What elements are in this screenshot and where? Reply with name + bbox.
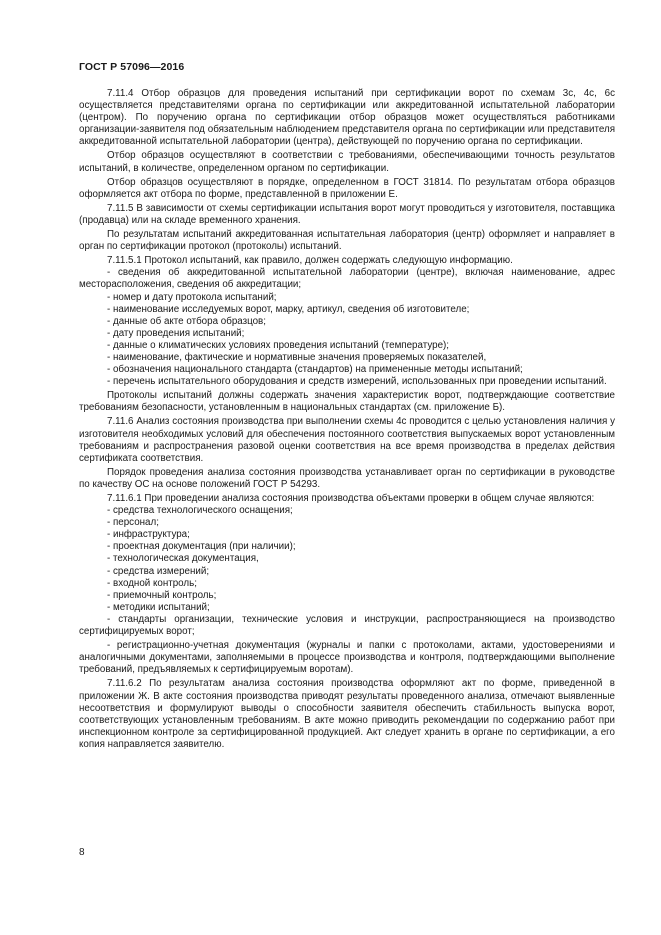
list-item: - проектная документация (при наличии); (107, 541, 296, 553)
page-number: 8 (79, 847, 85, 858)
paragraph: Протоколы испытаний должны содержать значения характеристик ворот, подтверждающие соответствие требованиям безопасности, установленным в национальных стандартах (см. приложение Б). (79, 390, 615, 414)
paragraph: По результатам испытаний аккредитованная испытательная лаборатория (центр) оформляет и направляет в орган по сертификации протокол (протоколы) испытаний. (79, 229, 615, 253)
list-item: - средства измерений; (107, 565, 210, 577)
list-item: - регистрационно-учетная документация (журналы и папки с протоколами, актами, удостоверениями и аналогичными документами, заполняемыми в процессе производства и контроля, подтверждающими выполнение требований, предъявляемых к сертифицируемым воротам). (79, 640, 615, 676)
paragraph-7-11-6-1: 7.11.6.1 При проведении анализа состояния производства объектами проверки в общем случае являются: (107, 493, 595, 504)
list-item: - технологическая документация, (107, 553, 259, 565)
list-item: - приемочный контроль; (107, 589, 217, 601)
list-item: - методики испытаний; (107, 601, 210, 613)
paragraph: Отбор образцов осуществляют в порядке, определенном в ГОСТ 31814. По результатам отбора образцов оформляется акт отбора по форме, представленной в приложении Е. (79, 176, 615, 200)
standard-header: ГОСТ Р 57096—2016 (79, 61, 185, 73)
paragraph-7-11-5-1: 7.11.5.1 Протокол испытаний, как правило, должен содержать следующую информацию. (107, 255, 513, 267)
list-item: - дату проведения испытаний; (107, 327, 245, 339)
document-body (79, 88, 615, 751)
list-item: - перечень испытательного оборудования и средств измерений, использованных при проведении испытаний. (107, 376, 607, 388)
list-item: - стандарты организации, технические условия и инструкции, распространяющиеся на производство сертифицируемых ворот; (79, 613, 615, 638)
paragraph: Отбор образцов осуществляют в соответствии с требованиями, обеспечивающими точность результатов испытаний, в количестве, определенном органом по сертификации. (79, 150, 615, 174)
paragraph-7-11-5: 7.11.5 В зависимости от схемы сертификации испытания ворот могут проводиться у изготовителя, поставщика (продавца) или на складе временного хранения. (79, 202, 615, 226)
paragraph-7-11-4: 7.11.4 Отбор образцов для проведения испытаний при сертификации ворот по схемам 3с, 4с, 6с осуществляется представителями органа по сертификации или аккредитованной испытательной лаборатории (центром). По поручению органа по сертификации отбор образцов может осуществляться работниками организации-заявителя под обязательным наблюдением представителя органа по сертификации или представителя аккредитованной испытательной лаборатории (центра), действующей по поручению органа по сертификации. (79, 88, 615, 148)
list-item: - персонал; (107, 517, 159, 529)
paragraph: Порядок проведения анализа состояния производства устанавливает орган по сертификации в руководстве по качеству ОС на основе положений ГОСТ Р 54293. (79, 466, 615, 490)
list-item: - инфраструктура; (107, 529, 190, 541)
list-item: - сведения об аккредитованной испытательной лаборатории (центре), включая наименование, адрес месторасположения, сведения об аккредитации; (79, 267, 615, 291)
list-item: - данные об акте отбора образцов; (107, 315, 266, 327)
paragraph-7-11-6-2: 7.11.6.2 По результатам анализа состояния производства оформляют акт по форме, приведенной в приложении Ж. В акте состояния производства приводят результаты проведенного анализа, отмечают выявленные несоответствия и формулируют выводы о способности заявителя обеспечить стабильность выпуска ворот, соответствующих установленным требованиям. В акте можно приводить рекомендации по содержанию работ при инспекционном контроле за сертифицированной продукцией. Акт следует хранить в органе по сертификации, а его копия направляется заявителю. (79, 678, 615, 750)
list-item: - наименование, фактические и нормативные значения проверяемых показателей, (107, 351, 487, 363)
list-item: - номер и дату протокола испытаний; (107, 291, 277, 303)
paragraph-7-11-6: 7.11.6 Анализ состояния производства при выполнении схемы 4с проводится с целью установления наличия у изготовителя необходимых условий для обеспечения постоянного соответствия выпускаемых ворот установленным требованиям и распространения разовой оценки соответствия на все время производства в пределах действия сертификата соответствия. (79, 416, 615, 464)
list-item: - наименование исследуемых ворот, марку, артикул, сведения об изготовителе; (107, 303, 470, 315)
list-item: - данные о климатических условиях проведения испытаний (температуре); (107, 339, 450, 351)
list-item: - входной контроль; (107, 577, 197, 589)
list-item: - обозначения национального стандарта (стандартов) на примененные методы испытаний; (107, 364, 523, 376)
list-item: - средства технологического оснащения; (107, 505, 293, 517)
